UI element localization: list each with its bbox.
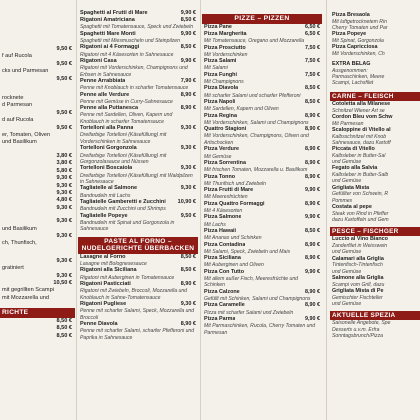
item-name: Spaghetti Mare Monti — [80, 30, 136, 37]
item-price: 8,50 € — [180, 267, 196, 274]
menu-item-row — [80, 281, 196, 288]
item-description: und Gemüse — [332, 159, 362, 166]
item-price: 9,50 € — [56, 46, 72, 52]
menu-item-row — [80, 321, 196, 328]
item-description: dazu Kartoffeln und Gem — [332, 216, 389, 223]
menu-item-row — [80, 10, 196, 17]
item-name: Pizza Salmone — [204, 214, 242, 221]
menu-item-row — [204, 187, 320, 194]
menu-item — [202, 45, 322, 59]
item-price: 8,90 € — [305, 302, 320, 309]
item-description: Rigatoni mit 4 Käsesorten in Sahnesauce — [80, 51, 174, 58]
item-description: Saisonelle Angebote, Spe — [332, 320, 391, 327]
menu-item-row — [80, 301, 196, 308]
menu-item — [202, 269, 322, 289]
item-price: 8,50 € — [56, 317, 72, 324]
item-name: Pizza Diavola — [204, 85, 239, 92]
menu-item-row — [80, 58, 196, 65]
item-description: Kalbsleber in Butter-Sal — [332, 152, 386, 159]
menu-item — [78, 17, 198, 24]
item-description: Mit Vorderschinken, Salami und Champignons — [204, 119, 309, 126]
menu-item-row — [204, 269, 320, 276]
item-price: 8,90 € — [305, 288, 320, 295]
item-name: Pizza Quattro Formaggi — [204, 200, 265, 207]
item-description: Penne mit scharfer Salami, scharfer Pfefferoni und Paprika in Sahnesauce — [80, 328, 195, 341]
item-price: 9,30 € — [56, 272, 72, 279]
item-price: 3,80 € — [56, 152, 72, 159]
menu-item-row — [80, 31, 196, 38]
item-price: 6,50 € — [305, 31, 320, 38]
item-description: Rigatoni mit Vorderschinken, Champignons und Erbsen in Sahnesauce — [80, 65, 188, 78]
item-price: 9,30 € — [56, 204, 72, 211]
item-description: Sonntagsbrunch/Pizza — [332, 332, 383, 339]
item-name: Calamari alla Griglia — [332, 255, 384, 262]
menu-item — [202, 255, 322, 269]
item-text-fragment: mit gegrillten Scampi — [2, 287, 54, 294]
menu-item — [78, 165, 198, 185]
menu-item — [78, 125, 198, 145]
item-price: 6,50 € — [305, 23, 320, 30]
menu-item-row — [80, 199, 196, 206]
item-description: Gefüllter von Schwein, R — [332, 191, 389, 198]
menu-item-row — [80, 125, 196, 132]
menu-item — [78, 321, 198, 341]
item-price: 9,30 € — [180, 125, 196, 132]
item-price: 8,90 € — [305, 241, 320, 248]
item-price: 9,50 € — [56, 75, 72, 82]
item-description: Lasagne mit Bolognesesauce — [80, 260, 147, 267]
menu-item-row — [204, 228, 320, 235]
menu-item — [202, 174, 322, 188]
item-price: 5,80 € — [56, 167, 72, 174]
item-price: 4,80 € — [56, 197, 72, 204]
menu-item-row — [204, 255, 320, 262]
item-name: Pizza Sorrentina — [204, 159, 246, 166]
menu-item-row — [80, 185, 196, 192]
item-name: Pizza Verdure — [204, 146, 240, 153]
item-price: 8,90 € — [180, 280, 196, 287]
item-description: Mit Thunfisch und Zwiebeln — [204, 180, 267, 187]
item-description: Mit Gemüse — [204, 153, 232, 160]
item-description: Mit Spinat, Gorgonzola — [332, 38, 384, 44]
item-price: 9,50 € — [180, 212, 196, 219]
item-name: Penne alle Verdure — [80, 91, 130, 98]
item-price: 9,30 € — [56, 232, 72, 239]
menu-item — [78, 281, 198, 301]
item-description: Mit Salami — [204, 65, 228, 72]
item-name: Rigatoni alla Siciliana — [80, 267, 137, 274]
item-description: Mit Parmesan — [332, 120, 364, 127]
item-price: 8,50 € — [305, 227, 320, 234]
item-description: Penne mit Gemüse in Curry-Sahnesauce — [80, 98, 173, 105]
menu-item — [202, 31, 322, 45]
menu-item-row — [204, 302, 320, 309]
menu-item-row — [204, 146, 320, 153]
menu-item — [202, 126, 322, 146]
item-name: Lasagne al Forno — [80, 253, 126, 260]
item-price: 9,90 € — [305, 316, 320, 323]
item-name: Spaghetti al Frutti di Mare — [80, 10, 148, 16]
item-price: 8,90 € — [305, 126, 320, 133]
menu-item-row — [80, 92, 196, 99]
item-description: Mit Meeresfrüchten — [204, 194, 248, 201]
item-price: 8,90 € — [305, 146, 320, 153]
item-name: Fegato alla Salvia — [332, 165, 378, 172]
item-description: Penne mit Knoblauch in scharfer Tomatensauce — [80, 85, 189, 92]
item-text-fragment: ch, Thunfisch, — [2, 240, 37, 247]
item-price: 8,90 € — [305, 255, 320, 262]
menu-item — [78, 92, 198, 106]
item-name: Pizza Popeye — [332, 31, 367, 38]
item-price: 8,50 € — [56, 325, 72, 332]
item-description: Sahnesauce, dazu Kartoff — [332, 139, 391, 146]
menu-item — [202, 289, 322, 303]
menu-item-row — [204, 174, 320, 181]
item-price: 9,30 € — [56, 218, 72, 225]
menu-item — [202, 24, 322, 31]
item-price: 9,90 € — [180, 58, 196, 65]
item-price: 8,90 € — [305, 173, 320, 180]
menu-item-row — [204, 72, 320, 79]
item-description: Ausgenommen: — [332, 68, 368, 74]
item-name: Pizza Pane — [204, 23, 232, 30]
menu-item-row — [80, 254, 196, 261]
item-description: Gemischter Fischteller — [332, 294, 383, 301]
menu-item — [202, 187, 322, 201]
item-name: Pizza Frutti di Mare — [204, 187, 254, 194]
item-description: Mit Vorderschinken, Champignons, Oliven und Artischocken — [204, 133, 309, 146]
section-header: CARNE – FLEISCH — [330, 92, 420, 101]
item-name: Pizza Con Tutto — [204, 268, 245, 275]
menu-item-row — [80, 165, 196, 172]
menu-item — [78, 78, 198, 92]
item-price: 10,50 € — [53, 279, 72, 286]
menu-item — [202, 72, 322, 86]
item-price: 9,90 € — [305, 187, 320, 194]
menu-item — [202, 160, 322, 174]
item-price: 7,90 € — [180, 78, 196, 85]
item-description: Kalbsleber in Butter-Salb — [332, 172, 389, 179]
item-price: 10,90 € — [177, 198, 196, 205]
item-text-fragment: rocknete — [2, 95, 24, 102]
item-text-fragment: f auf Rucola — [2, 53, 32, 60]
item-name: Pizza Napoli — [204, 99, 236, 106]
item-name: Pizza Tonno — [204, 173, 236, 180]
item-description: und Gemüse — [332, 249, 362, 256]
item-price: 8,90 € — [305, 112, 320, 119]
menu-item-row — [204, 316, 320, 323]
menu-item — [202, 113, 322, 127]
menu-item-row — [204, 31, 320, 38]
menu-item — [78, 105, 198, 125]
item-text-fragment: gratiniert — [2, 265, 24, 272]
menu-item — [78, 58, 198, 78]
menu-item-row — [204, 85, 320, 92]
menu-item — [202, 242, 322, 256]
item-name: Grigliata Mista — [332, 184, 370, 191]
menu-item-row — [204, 45, 320, 52]
menu-item-row — [80, 44, 196, 51]
item-name: Pizza Contadina — [204, 241, 246, 248]
item-name: Piccata di Vitello — [332, 146, 375, 153]
item-text-fragment: er, Tomaten, Oliven — [2, 132, 51, 139]
menu-item — [202, 99, 322, 113]
item-name: Pizza Hawaii — [204, 227, 237, 234]
item-description: Kalbsschnitzel mit Knob — [332, 133, 387, 140]
item-name: Cotoletta alla Milanese — [332, 100, 391, 107]
item-description: Mit Champignons — [204, 79, 244, 86]
item-name: Cordon Bleu vom Schw — [332, 113, 393, 120]
item-description: Pommes — [332, 197, 353, 204]
item-description: Scampi, Lachsfilet — [332, 80, 374, 87]
item-description: Rigatoni mit Auberginen in Tomatensauce — [80, 274, 175, 281]
item-text-fragment: cks und Parmesan — [2, 68, 49, 75]
item-name: Pizza Margherita — [204, 31, 247, 38]
item-name: Rigatoni ai 4 Formaggi — [80, 44, 140, 51]
spacer — [0, 248, 75, 258]
item-name: Pizza Salami — [204, 58, 237, 65]
item-name: Tortelloni alla Panna — [80, 125, 134, 132]
item-price: 8,90 € — [305, 200, 320, 207]
menu-item-row — [204, 113, 320, 120]
item-name: Penne Arrabbiata — [80, 78, 126, 85]
item-description: Schnitzel Wiener Art se — [332, 107, 385, 114]
item-price: 9,90 € — [305, 214, 320, 221]
item-name: Penne alla Puttanesca — [80, 105, 139, 112]
menu-item — [78, 145, 198, 165]
item-price: 9,30 € — [56, 257, 72, 264]
item-name: Scaloppine di Vitello al — [332, 126, 391, 133]
item-name: Rigatoni Amatriciana — [80, 17, 135, 24]
item-price: 9,30 € — [180, 165, 196, 172]
item-name: Pizza Parma — [204, 316, 236, 323]
item-price: 9,50 € — [56, 109, 72, 116]
item-description: Mit Sardellen, Kapern und Oliven — [204, 106, 279, 113]
item-description: Penne mit Sardellen, Oliven, Kapern und Knoblauch in scharfer Tomatensauce — [80, 112, 173, 125]
item-name: Rigatoni Pugliese — [80, 300, 127, 307]
item-price: 9,30 € — [180, 300, 196, 307]
menu-item — [78, 10, 198, 17]
item-description: Mit allem außer Fisch, Meeresfrüchte und Schinken — [204, 275, 298, 289]
item-price: 8,50 € — [180, 44, 196, 51]
item-description: Mit Salami, Speck, Zwiebeln und Mais — [204, 248, 291, 255]
item-price: 9,50 € — [56, 60, 72, 67]
item-name: EXTRA BELAG — [332, 61, 371, 68]
menu-item-row — [80, 267, 196, 274]
menu-item-row — [204, 24, 320, 31]
menu-item — [78, 213, 198, 233]
item-price: 9,90 € — [305, 268, 320, 275]
item-price: 8,90 € — [305, 159, 320, 166]
menu-item-row — [80, 78, 196, 85]
item-name: Quattro Stagioni — [204, 126, 247, 133]
item-price: 8,50 € — [180, 17, 196, 24]
menu-item — [202, 201, 322, 215]
item-description: Spaghetti mit Miesmuscheln und Steinpilzen — [80, 38, 180, 45]
section-title: NUDELGERICHTE ÜBERBACKEN — [81, 245, 195, 253]
item-text-fragment: d auf Rucola — [2, 117, 34, 124]
right-cropped-column — [330, 0, 420, 420]
menu-item — [202, 302, 322, 316]
menu-item — [202, 146, 322, 160]
item-price: 7,50 € — [305, 44, 320, 51]
item-description: Mit Vorderschinken, Ch — [332, 51, 385, 57]
menu-item — [78, 267, 198, 281]
item-description: Steak von Rind in Pfeffer — [332, 210, 389, 217]
item-description: Dreifarbige Tortelloni (Käsefüllung) mit Waldpilzen in Sahnesauce — [80, 172, 193, 185]
item-name: Rigatoni Casa — [80, 58, 117, 65]
item-name: Tagliatelle Gamberetti e Zucchini — [80, 198, 166, 205]
menu-item — [78, 301, 198, 321]
menu-item-row — [204, 214, 320, 221]
menu-item — [202, 316, 322, 336]
menu-item — [78, 44, 198, 58]
item-description: Tintenfisch-Tintenfisch — [332, 262, 383, 269]
pizza-column — [202, 0, 322, 420]
item-description: Penne mit scharfer Salami, Speck, Mozzarella und Broccoli — [80, 308, 195, 321]
item-text-fragment: und Basilikum — [2, 139, 37, 146]
item-description: Mit frischen Tomaten, Mozzarella u. Basilikum — [204, 167, 308, 174]
item-price: 9,50 € — [56, 124, 72, 131]
item-description: Mit Parmaschinken, Rucola, Cherry Tomaten und Parmesan — [204, 323, 316, 336]
menu-item-row — [204, 126, 320, 133]
item-name: Pizza Funghi — [204, 71, 237, 78]
item-description: Desserts u.v.m. Erfra — [332, 326, 380, 333]
item-name: Salmone alla Griglia — [332, 274, 384, 281]
item-name: Costata al pepe — [332, 203, 372, 210]
item-price: 9,30 € — [56, 182, 72, 189]
item-price: 8,90 € — [180, 91, 196, 98]
item-description: Mit Vorderschinken — [204, 51, 248, 58]
item-name: Pizza Bresaola — [332, 12, 370, 18]
item-description: Pizza mit scharfer Salami und Zwiebeln — [204, 309, 294, 316]
item-description: Dreifarbige Tortelloni (Käsefüllung) mit Gorgonzolasauce und Nüssen — [80, 152, 167, 165]
item-price: 8,50 € — [305, 85, 320, 92]
item-name: Luccio al Vino Bianco — [332, 236, 388, 243]
item-price: 3,80 € — [56, 160, 72, 167]
item-text-fragment: d Parmesan — [2, 102, 33, 109]
item-description: Cherry Tomaten und Par — [332, 25, 388, 31]
item-description: Spaghetti mit Tomatensauce, Speck und Zwiebeln — [80, 24, 194, 31]
item-description: Zanderfilet in Weisswein — [332, 243, 388, 250]
menu-item-row — [80, 145, 196, 152]
item-name: Tagliatelle al Salmone — [80, 185, 138, 192]
item-text-fragment: und Basilikum — [2, 225, 37, 232]
menu-item-row — [80, 213, 196, 220]
item-description: Rigatoni mit Zwiebeln, Broccoli, Mozzarella und Knoblauch in Sahne-Tomatensauce — [80, 288, 188, 301]
item-name: Tortelloni Gorgonzola — [80, 145, 137, 152]
spacer — [0, 83, 75, 95]
menu-item-row — [204, 99, 320, 106]
item-price: 9,90 € — [180, 30, 196, 37]
menu-item-row — [204, 242, 320, 249]
item-description: Mit Ananas und Schinken — [204, 235, 262, 242]
menu-item-row — [204, 160, 320, 167]
item-name: Pizza Regina — [204, 112, 237, 119]
item-name: Pizza Caramelle — [204, 302, 245, 309]
item-name: Pizza Prosciutto — [204, 44, 246, 51]
menu-item-row — [80, 17, 196, 24]
menu-item-row — [80, 105, 196, 112]
item-description: Bandnudeln mit Zucchini und Shrimps — [80, 206, 166, 213]
item-description: und Gemüse — [332, 178, 362, 185]
item-price: 7,50 € — [305, 71, 320, 78]
item-description: Mit 4 Käsesorten — [204, 207, 243, 214]
item-description: Gefüllt mit Schinken, Salami und Champignons — [204, 296, 311, 302]
menu-item — [202, 58, 322, 72]
item-description: und Gemüse — [332, 268, 362, 275]
menu-item — [78, 199, 198, 213]
item-price: 8,90 € — [180, 105, 196, 112]
menu-item-row — [204, 289, 320, 296]
item-description: Mit scharfer Salami und scharfer Pfefferoni — [204, 92, 301, 99]
menu-item — [78, 31, 198, 38]
menu-item-row — [204, 201, 320, 208]
item-price: 8,50 € — [305, 99, 320, 106]
item-description: Parmaschinken, Meere — [332, 74, 385, 81]
item-name: Tortelloni Boscaiola — [80, 165, 133, 172]
item-description: Scampi vom Grill, dazu — [332, 281, 385, 288]
left-cropped-column — [0, 0, 75, 420]
item-name: Pizza Calzone — [204, 288, 240, 295]
item-name: Pizza Siciliana — [204, 255, 241, 262]
section-header: AKTUELLE SPEZIA — [330, 311, 420, 320]
menu-item — [78, 254, 198, 268]
item-price: 8,50 € — [56, 332, 72, 339]
item-price: 9,30 € — [56, 189, 72, 196]
menu-item — [202, 214, 322, 228]
item-price: 7,50 € — [305, 58, 320, 65]
section-header: PESCE – FISCHGER — [330, 227, 420, 236]
item-name: Penne Diavola — [80, 320, 118, 327]
menu-item-row — [204, 58, 320, 65]
section-header: RICHTE — [0, 308, 75, 318]
item-description: und Gemüse — [332, 300, 362, 307]
item-description: Mit luftgetrocknetem Rin — [332, 18, 387, 25]
item-price: 8,50 € — [180, 253, 196, 260]
menu-item — [202, 228, 322, 242]
section-header: PIZZE – PIZZEN — [202, 14, 322, 24]
item-price: 9,30 € — [180, 185, 196, 192]
item-price: 9,30 € — [180, 145, 196, 152]
menu-item — [78, 185, 198, 199]
item-text-fragment: mit Mozzarella und — [2, 294, 49, 301]
item-name: Rigatoni Pasticciati — [80, 280, 131, 287]
section-title: PASTE AL FORNO – — [104, 237, 172, 245]
item-description: Dreifarbige Tortelloni (Käsefüllung) mit Vorderschinken in Sahnesauce — [80, 132, 167, 145]
item-description: Mit Tomatensauce, Oregano und Mozzarella — [204, 38, 305, 45]
item-name: Pizza Capricciosa — [332, 44, 378, 51]
item-description: Bandnudeln mit Spinat und Gorgonzola in Sahnesauce — [80, 219, 175, 233]
item-price: 8,90 € — [180, 320, 196, 327]
item-description: Mit Auberginen und Oliven — [204, 262, 264, 269]
item-description: Bandnudeln mit Lachs — [80, 192, 131, 199]
pasta-column — [78, 0, 198, 420]
item-price: 9,30 € — [56, 175, 72, 182]
item-name: Grigliata Mista di Pe — [332, 287, 384, 294]
item-name: Tagliatelle Popeye — [80, 212, 128, 219]
section-header — [78, 237, 198, 254]
menu-item — [202, 85, 322, 99]
item-price: 9,90 € — [180, 10, 196, 16]
item-description: Mit Lachs — [204, 221, 226, 228]
